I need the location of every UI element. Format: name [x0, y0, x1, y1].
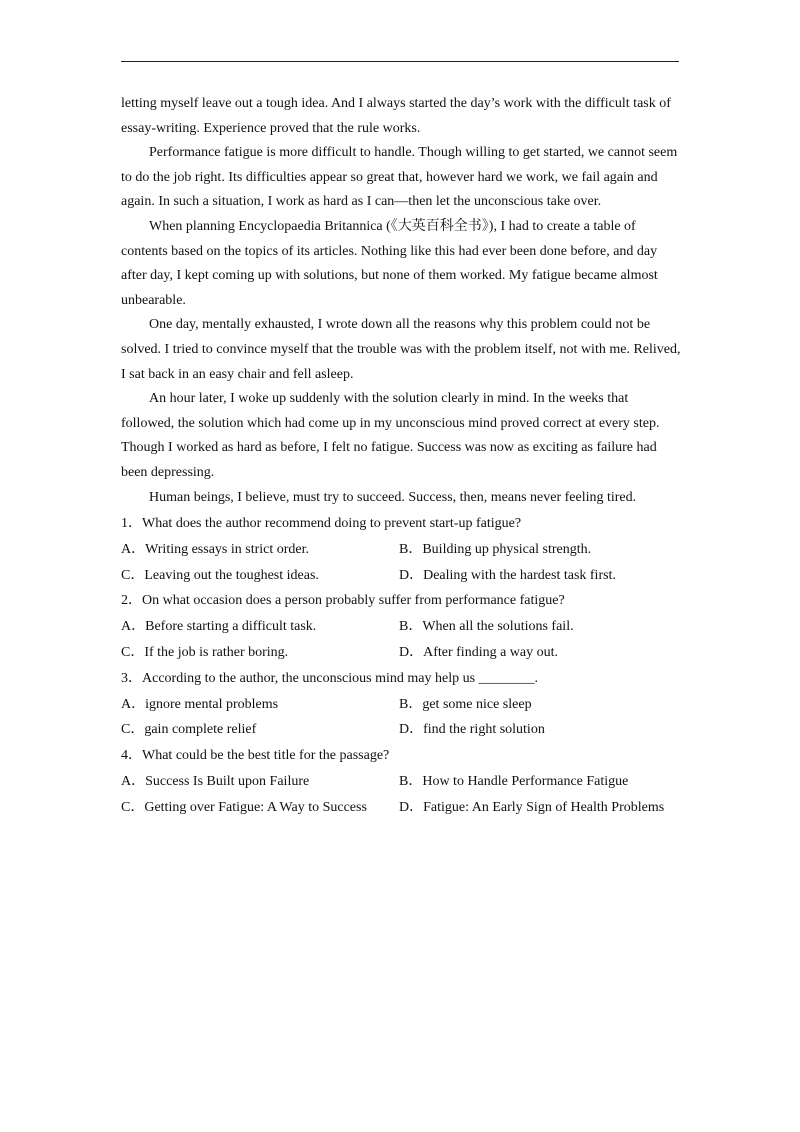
option-row [121, 537, 681, 563]
option-2d: D．After finding a way out. [399, 644, 559, 660]
passage-paragraph-1: letting myself leave out a tough idea. And I always started the day’s work with the difficult task of essay-writing. Experience proved that the rule works. [121, 96, 671, 136]
option-row [121, 769, 681, 795]
option-4d: D．Fatigue: An Early Sign of Health Problems [399, 799, 665, 815]
question-list [121, 511, 681, 821]
option-row [121, 717, 681, 743]
question-1: 1．What does the author recommend doing to prevent start-up fatigue? [121, 516, 522, 531]
option-4a: A．Success Is Built upon Failure [121, 773, 310, 789]
option-2b: B．When all the solutions fail. [399, 619, 574, 635]
passage-paragraph-3: When planning Encyclopaedia Britannica (《大英百科全书》), I had to create a table of contents based on the topics of its articles. Nothing like this had ever been done before, and day after day, I kept coming up with solutions, but none of them worked. My fatigue became almost unbearable. [121, 218, 658, 308]
option-3c: C．gain complete relief [121, 722, 257, 738]
option-3d: D．find the right solution [399, 722, 545, 738]
option-row [121, 692, 681, 718]
passage-paragraph-2: Performance fatigue is more difficult to handle. Though willing to get started, we cannot seem to do the job right. Its difficulties appear so great that, however hard we work, we fail again and again. In such a situation, I work as hard as I can—then let the unconscious take over. [121, 145, 678, 210]
option-row [121, 614, 681, 640]
passage-paragraph-4: One day, mentally exhausted, I wrote down all the reasons why this problem could not be solved. I tried to convince myself that the trouble was with the problem itself, not with me. Relived, I sat back in an easy chair and fell asleep. [121, 317, 681, 382]
question-2: 2．On what occasion does a person probably suffer from performance fatigue? [121, 593, 565, 609]
option-1c: C．Leaving out the toughest ideas. [121, 567, 319, 583]
option-1b: B．Building up physical strength. [399, 541, 592, 557]
question-4: 4．What could be the best title for the passage? [121, 748, 390, 764]
option-3b: B．get some nice sleep [399, 696, 532, 712]
option-row [121, 795, 681, 821]
option-2a: A．Before starting a difficult task. [121, 619, 317, 635]
passage-paragraph-5: An hour later, I woke up suddenly with the solution clearly in mind. In the weeks that followed, the solution which had come up in my unconscious mind proved correct at every step. Though I worked as hard as before, I felt no fatigue. Success was now as exciting as failure had been depressing. [121, 391, 660, 480]
option-3a: A．ignore mental problems [121, 696, 279, 712]
option-4b: B．How to Handle Performance Fatigue [399, 773, 629, 789]
header-rule [121, 61, 679, 62]
reading-passage [121, 92, 681, 510]
option-row [121, 640, 681, 666]
option-4c: C．Getting over Fatigue: A Way to Success [121, 799, 367, 815]
option-2c: C．If the job is rather boring. [121, 644, 289, 660]
passage-paragraph-6: Human beings, I believe, must try to succeed. Success, then, means never feeling tired. [149, 489, 637, 505]
option-1a: A．Writing essays in strict order. [121, 541, 310, 557]
question-3: 3．According to the author, the unconscious mind may help us ________. [121, 670, 539, 686]
option-row [121, 563, 681, 589]
option-1d: D．Dealing with the hardest task first. [399, 567, 616, 583]
